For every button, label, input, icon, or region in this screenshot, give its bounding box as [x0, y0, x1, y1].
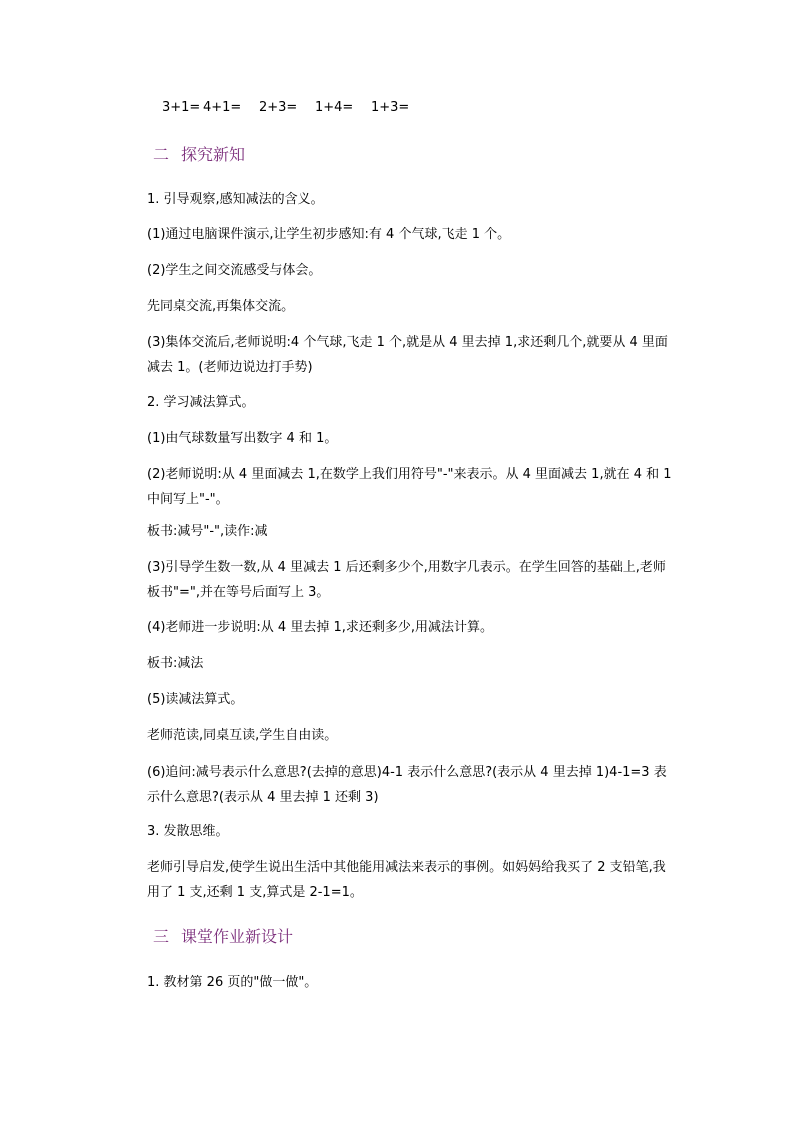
paragraph: 老师引导启发,使学生说出生活中其他能用减法来表示的事例。如妈妈给我买了 2 支铅笔,我用了 1 支,还剩 1 支,算式是 2-1=1。	[147, 860, 666, 900]
section-title: 探究新知	[181, 145, 246, 164]
equation: 4+1=	[203, 100, 242, 115]
paragraph: 老师范读,同桌互读,学生自由读。	[147, 728, 338, 743]
section-number: 三	[153, 927, 170, 946]
paragraph: 1. 引导观察,感知减法的含义。	[147, 192, 324, 207]
paragraph: 先同桌交流,再集体交流。	[147, 299, 295, 314]
paragraph: (1)通过电脑课件演示,让学生初步感知:有 4 个气球,飞走 1 个。	[147, 227, 511, 242]
paragraph: (1)由气球数量写出数字 4 和 1。	[147, 431, 338, 446]
section-title: 课堂作业新设计	[181, 927, 294, 946]
equation: 3+1=	[162, 100, 201, 115]
equation: 1+4=	[315, 100, 354, 115]
paragraph: 1. 教材第 26 页的"做一做"。	[147, 975, 318, 990]
paragraph: (4)老师进一步说明:从 4 里去掉 1,求还剩多少,用减法计算。	[147, 620, 493, 635]
equation: 1+3=	[371, 100, 410, 115]
paragraph: (2)老师说明:从 4 里面减去 1,在数学上我们用符号"-"来表示。从 4 里面减去 1,就在 4 和 1 中间写上"-"。	[147, 467, 672, 507]
paragraph: 板书:减法	[147, 656, 204, 671]
paragraph: (3)引导学生数一数,从 4 里减去 1 后还剩多少个,用数字几表示。在学生回答的基础上,老师板书"=",并在等号后面写上 3。	[147, 560, 666, 600]
paragraph: (6)追问:减号表示什么意思?(去掉的意思)4-1 表示什么意思?(表示从 4 里去掉 1)4-1=3 表示什么意思?(表示从 4 里去掉 1 还剩 3)	[147, 765, 667, 805]
section-heading	[153, 924, 293, 947]
section-heading	[153, 142, 245, 165]
warmup-equations	[162, 100, 409, 115]
paragraph: (3)集体交流后,老师说明:4 个气球,飞走 1 个,就是从 4 里去掉 1,求还剩几个,就要从 4 里面减去 1。(老师边说边打手势)	[147, 335, 668, 375]
section-number: 二	[153, 145, 170, 164]
paragraph: (2)学生之间交流感受与体会。	[147, 263, 322, 278]
paragraph: 板书:减号"-",读作:减	[147, 524, 268, 539]
paragraph: 3. 发散思维。	[147, 824, 229, 839]
paragraph: 2. 学习减法算式。	[147, 395, 255, 410]
equation: 2+3=	[259, 100, 298, 115]
paragraph: (5)读减法算式。	[147, 692, 244, 707]
